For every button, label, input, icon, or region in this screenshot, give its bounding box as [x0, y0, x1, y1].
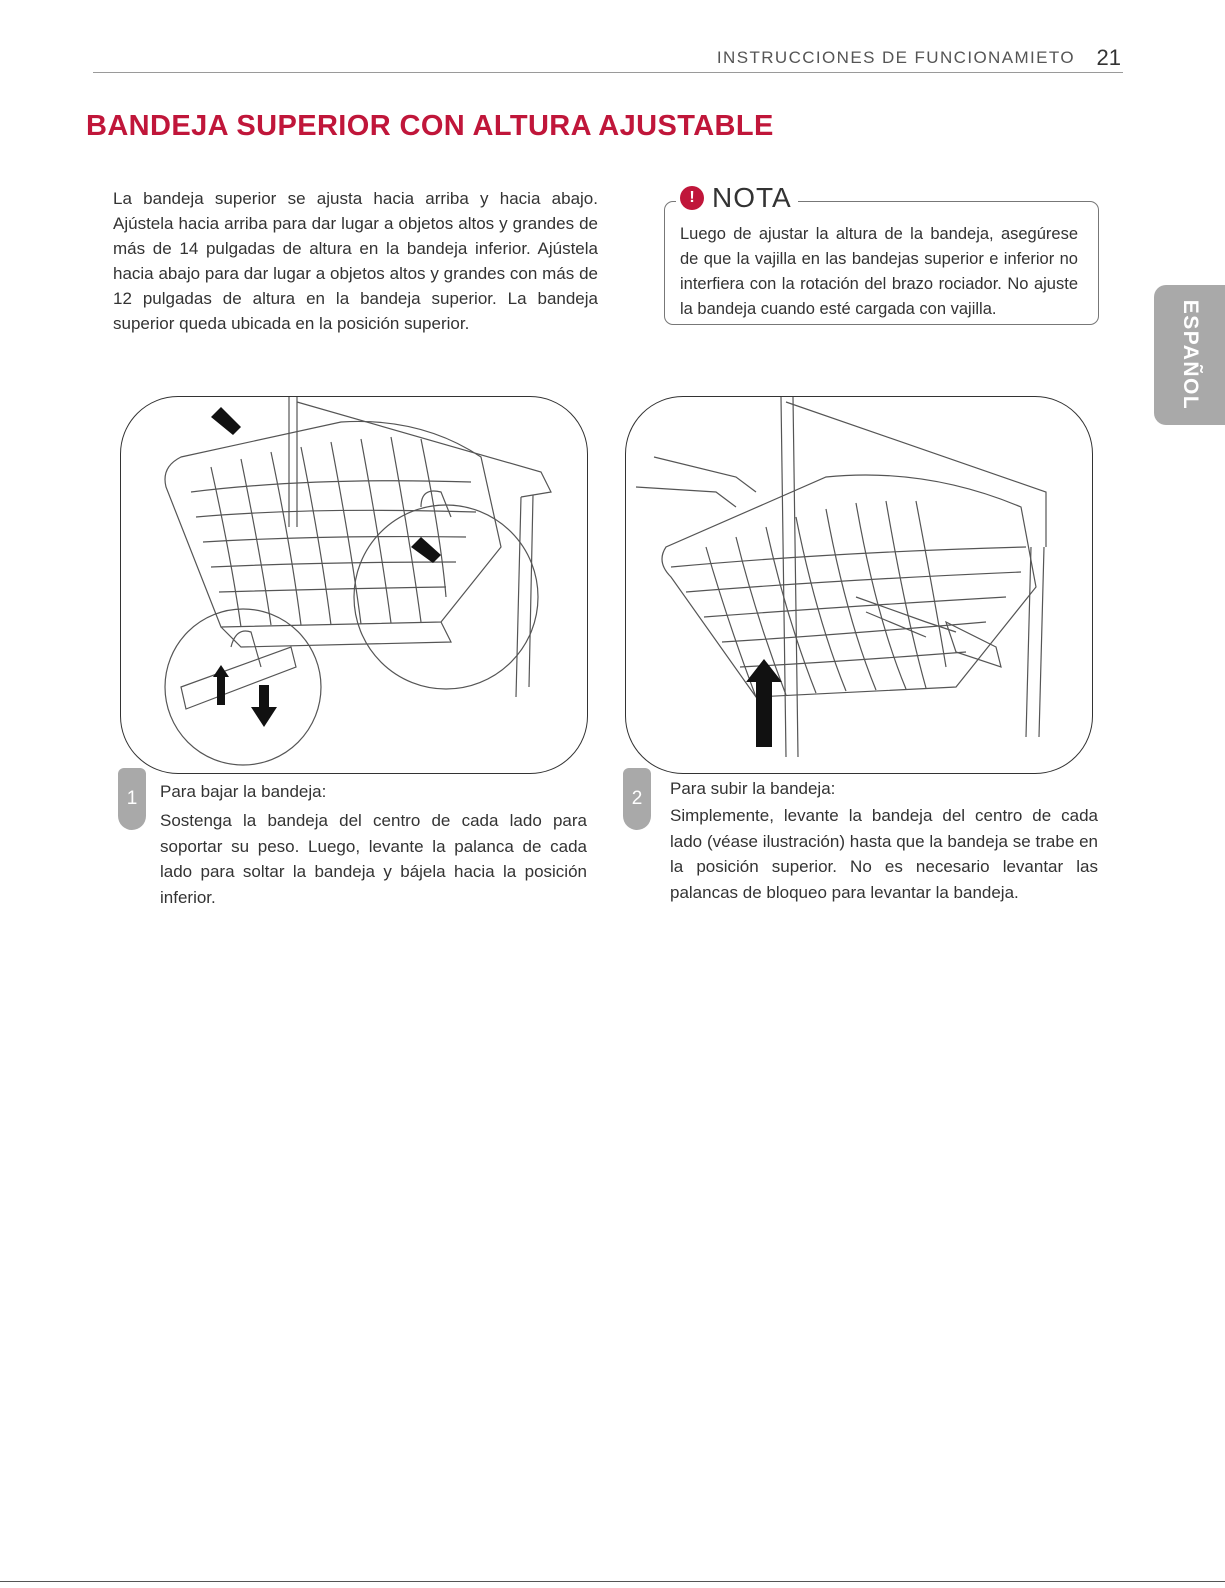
illustration-raise-rack [625, 396, 1093, 774]
step-2-badge: 2 [623, 768, 651, 830]
rack-raise-drawing [626, 397, 1092, 773]
warning-icon: ! [680, 186, 704, 210]
step-2-body: Simplemente, levante la bandeja del centro de cada lado (véase ilustración) hasta que la bandeja se trabe en la posición superior. No es necesario levantar las palancas de bloqueo para levantar la bandeja. [670, 806, 1098, 902]
step-1-body: Sostenga la bandeja del centro de cada lado para soportar su peso. Luego, levante la palanca de cada lado para soltar la bandeja y bájela hacia la posición inferior. [160, 811, 587, 907]
header-section-title: INSTRUCCIONES DE FUNCIONAMIETO [716, 48, 1075, 67]
language-tab [1154, 285, 1225, 425]
footer-rule [0, 1581, 1225, 1582]
step-2-title: Para subir la bandeja: [670, 779, 836, 798]
note-header [676, 182, 798, 214]
header-rule [93, 72, 1123, 73]
note-label: NOTA [712, 182, 792, 213]
page-title: BANDEJA SUPERIOR CON ALTURA AJUSTABLE [86, 110, 774, 142]
step-1-badge: 1 [118, 768, 146, 830]
language-tab-label: ESPAÑOL [1178, 299, 1202, 411]
page-number: 21 [1096, 45, 1121, 70]
intro-paragraph: La bandeja superior se ajusta hacia arriba y hacia abajo. Ajústela hacia arriba para dar lugar a objetos altos y grandes de más de 14 pulgadas de altura en la bandeja inferior. Ajústela hacia abajo para dar lugar a objetos altos y grandes con más de 12 pulgadas de altura en la bandeja superior. La bandeja superior queda ubicada en la posición superior. [113, 189, 598, 333]
rack-lower-drawing [121, 397, 587, 773]
step-1-title: Para bajar la bandeja: [160, 782, 327, 801]
note-text: Luego de ajustar la altura de la bandeja, asegúrese de que la vajilla en las bandejas superior e inferior no interfiera con la rotación del brazo rociador. No ajuste la bandeja cuando esté cargada con vajilla. [680, 225, 1078, 318]
illustration-lower-rack [120, 396, 588, 774]
